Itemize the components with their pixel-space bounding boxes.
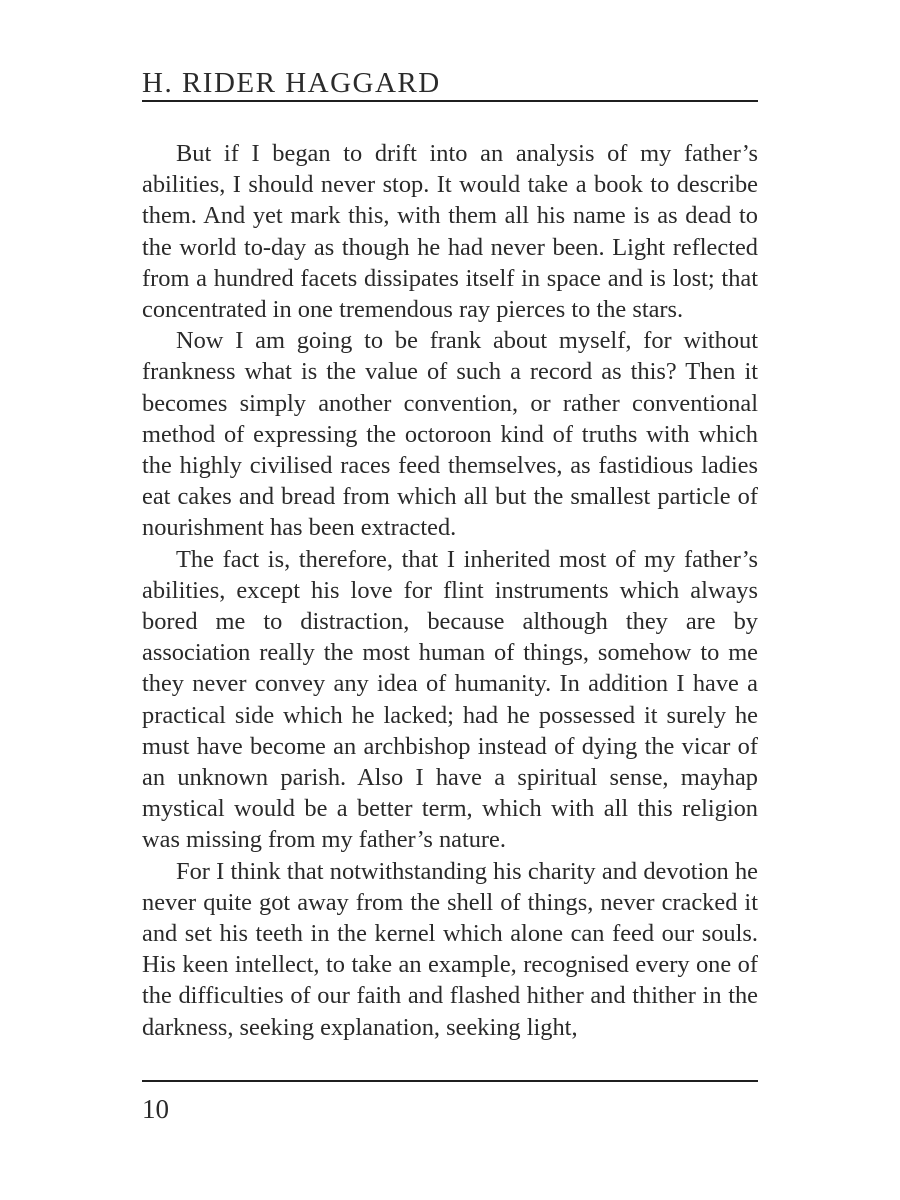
page-number: 10 — [142, 1094, 169, 1124]
paragraph: Now I am going to be frank about myself, for without frankness what is the value of such a record as this? Then it becomes simply another convention, or rather conventional method of expressing the octoroon kind of truths with which the highly civilised races feed themselves, as fastidious ladies eat cakes and bread from which all but the smallest particle of nourishment has been extracted. — [142, 327, 758, 542]
footer-rule — [142, 1080, 758, 1082]
book-page — [142, 60, 758, 1140]
paragraph: The fact is, therefore, that I inherited most of my father’s abilities, except his love for flint instruments which always bored me to distraction, because although they are by association really the most human of things, somehow to me they never convey any idea of humanity. In addition I have a practical side which he lacked; had he possessed it surely he must have become an archbishop instead of dying the vicar of an unknown parish. Also I have a spiritual sense, mayhap mystical would be a better term, which with all this religion was missing from my father’s nature. — [142, 545, 758, 854]
header-rule — [142, 100, 758, 102]
paragraph: For I think that notwithstanding his charity and devotion he never quite got away from the shell of things, never cracked it and set his teeth in the kernel which alone can feed our souls. His keen intellect, to take an example, recognised every one of the difficulties of our faith and flashed hither and thither in the darkness, seeking explanation, seeking light, — [142, 857, 758, 1041]
running-head: H. RIDER HAGGARD — [142, 67, 441, 99]
paragraph: But if I began to drift into an analysis of my father’s abilities, I should never stop. It would take a book to describe them. And yet mark this, with them all his name is as dead to the world to-day as though he had never been. Light reflected from a hundred facets dissipates itself in space and is lost; that concentrated in one tremendous ray pierces to the stars. — [142, 140, 758, 324]
body-text — [142, 138, 758, 1043]
